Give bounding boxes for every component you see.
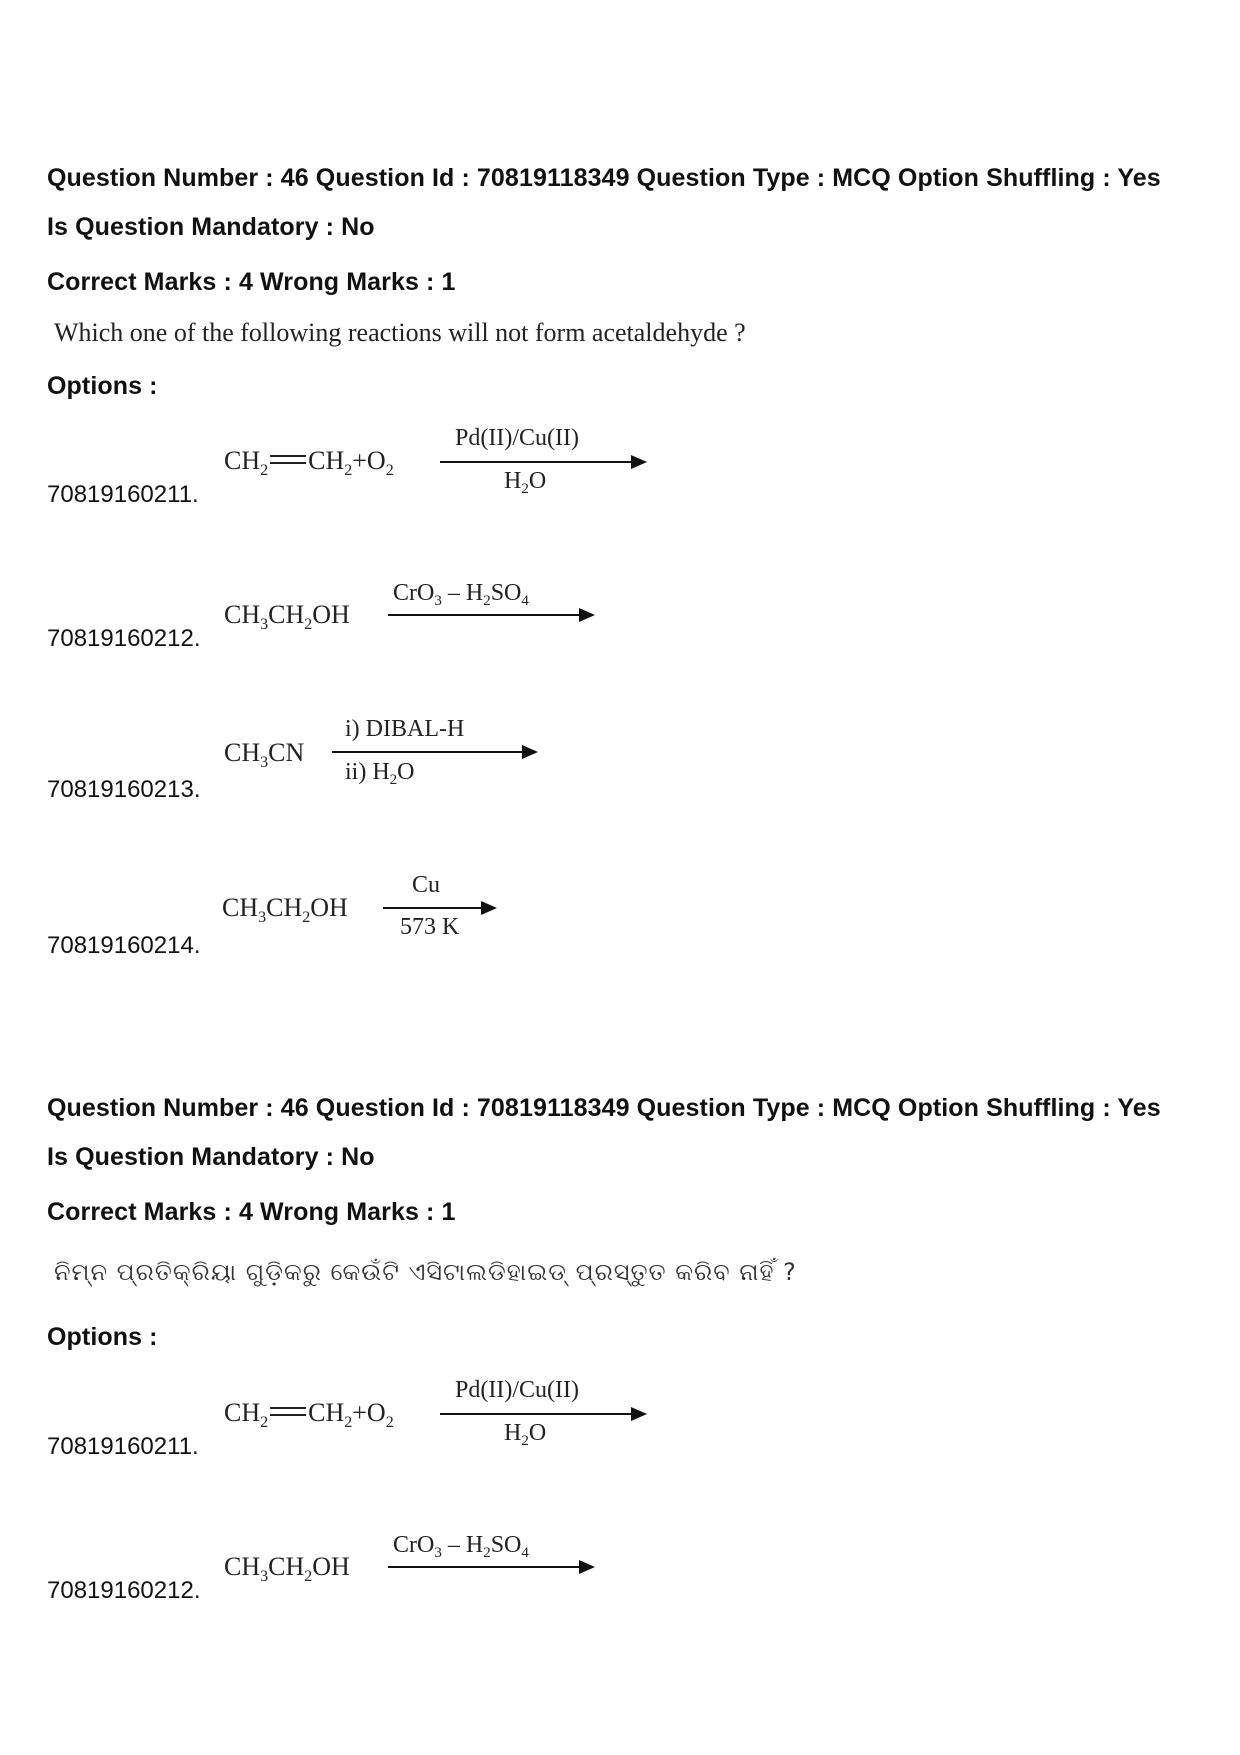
marks-line: Correct Marks : 4 Wrong Marks : 1 <box>47 1198 456 1226</box>
reaction-arrow <box>440 1413 645 1415</box>
option-id: 70819160213. <box>47 776 201 803</box>
marks-line: Correct Marks : 4 Wrong Marks : 1 <box>47 268 456 296</box>
question-text: Which one of the following reactions will not form acetaldehyde ? <box>54 318 746 347</box>
question-header-line2: Is Question Mandatory : No <box>47 1143 375 1171</box>
question-header-line2: Is Question Mandatory : No <box>47 213 375 241</box>
option-id: 70819160212. <box>47 1577 201 1604</box>
reaction-equation: $CH_2$ $CH_2+O_2$ <box>224 1398 394 1431</box>
reaction-equation: $CH_2$ $CH_2+O_2$ <box>224 446 394 479</box>
option-id: 70819160211. <box>47 481 199 508</box>
options-label: Options : <box>47 372 158 400</box>
reaction-equation: $CH_3CH_2OH$ <box>224 1552 350 1585</box>
options-label: Options : <box>47 1323 158 1351</box>
reaction-equation: $CH_3CH_2OH$ <box>224 600 350 633</box>
question-header-line1: Question Number : 46 Question Id : 70819118349 Question Type : MCQ Option Shuffling : Yes <box>47 164 1161 192</box>
reaction-equation: $CH_3CH_2OH$ <box>222 893 348 926</box>
reaction-condition-top: i) DIBAL-H <box>345 716 465 742</box>
reaction-condition-top: $CrO_3 - H_2SO_4$ <box>393 580 529 609</box>
reaction-condition-top: Cu <box>412 872 441 898</box>
reaction-condition-bottom: ii) $H_2O$ <box>345 759 415 788</box>
reaction-arrow <box>383 907 495 909</box>
reaction-arrow <box>440 461 645 463</box>
question-text-odia: ନିମ୍ନ ପ୍ରତିକ୍ରିୟା ଗୁଡ଼ିକରୁ କେଉଁଟି ଏସିଟାଲଡିହାଇଡ୍ ପ୍ରସ୍ତୁତ କରିବ ନାହିଁ ? <box>54 1258 797 1286</box>
option-id: 70819160214. <box>47 932 201 959</box>
reaction-arrow <box>388 614 593 616</box>
option-id: 70819160212. <box>47 625 201 652</box>
reaction-equation: $CH_3CN$ <box>224 738 305 771</box>
reaction-arrow <box>332 751 536 753</box>
reaction-condition-bottom: $H_2O$ <box>504 468 547 497</box>
reaction-condition-top: $CrO_3 - H_2SO_4$ <box>393 1532 529 1561</box>
reaction-condition-bottom: $H_2O$ <box>504 1420 547 1449</box>
option-id: 70819160211. <box>47 1433 199 1460</box>
question-header-line1: Question Number : 46 Question Id : 70819118349 Question Type : MCQ Option Shuffling : Yes <box>47 1094 1161 1122</box>
reaction-condition-top: Pd(II)/Cu(II) <box>455 1377 579 1403</box>
reaction-condition-top: Pd(II)/Cu(II) <box>455 425 579 451</box>
reaction-arrow <box>388 1566 593 1568</box>
reaction-condition-bottom: 573 K <box>400 914 460 940</box>
